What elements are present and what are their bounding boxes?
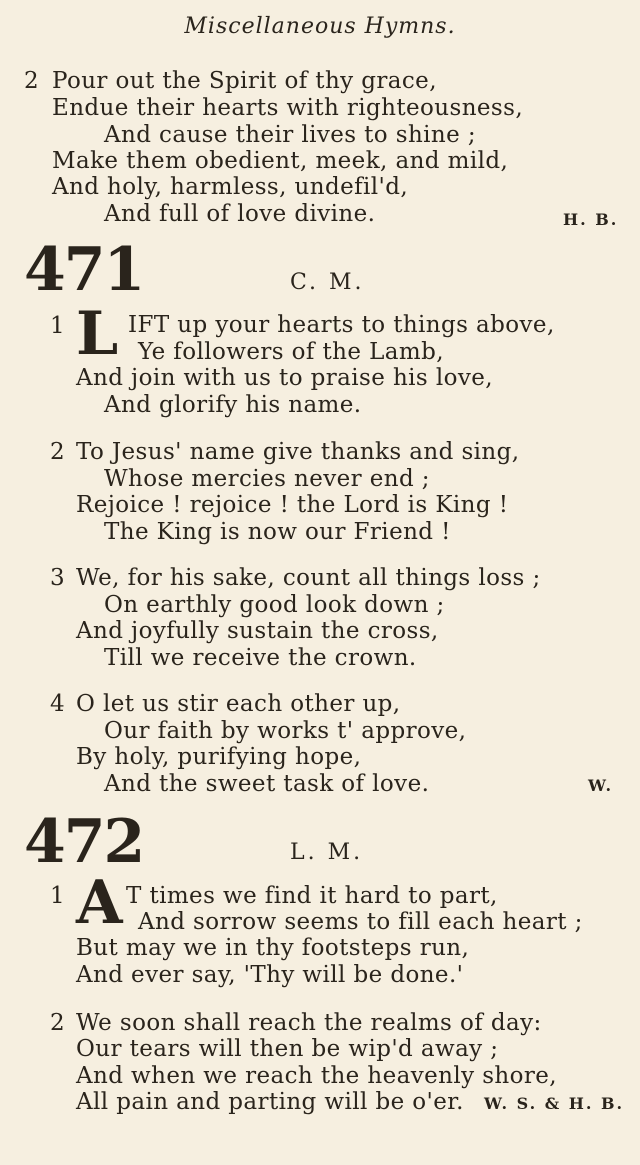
verse-line: And full of love divine. (104, 201, 376, 227)
verse-line: And holy, harmless, undefil'd, (52, 174, 409, 200)
verse-line: Our faith by works t' approve, (104, 718, 467, 744)
verse-line: We soon shall reach the realms of day: (76, 1010, 542, 1036)
hymn-number: 471 (24, 235, 144, 305)
verse-line: And join with us to praise his love, (76, 365, 493, 391)
verse-line: Till we receive the crown. (104, 645, 417, 671)
verse-line: And sorrow seems to fill each heart ; (138, 909, 583, 935)
verse-line: Endue their hearts with righteousness, (52, 95, 524, 121)
verse-line: Make them obedient, meek, and mild, (52, 148, 509, 174)
verse-line: Our tears will then be wip'd away ; (76, 1036, 499, 1062)
drop-cap: A (76, 868, 123, 938)
verse-line: Ye followers of the Lamb, (138, 339, 444, 365)
verse-line: All pain and parting will be o'er. (76, 1089, 464, 1115)
hymn-number: 472 (24, 807, 144, 877)
drop-cap: L (76, 299, 119, 369)
verse-line: And the sweet task of love. (104, 771, 430, 797)
verse-line: Rejoice ! rejoice ! the Lord is King ! (76, 492, 509, 518)
running-head: Miscellaneous Hymns. (184, 14, 456, 39)
verse-line: And ever say, 'Thy will be done.' (76, 962, 464, 988)
verse-number: 1 (50, 313, 65, 339)
verse-line: On earthly good look down ; (104, 592, 445, 618)
verse-line: T times we find it hard to part, (126, 883, 498, 909)
verse-line: By holy, purifying hope, (76, 744, 362, 770)
verse-line: IFT up your hearts to things above, (128, 312, 555, 338)
verse-line: We, for his sake, count all things loss ; (76, 565, 541, 591)
verse-number: 2 (50, 1010, 65, 1036)
verse-line: And glorify his name. (104, 392, 362, 418)
verse-number: 1 (50, 883, 65, 909)
verse-number: 4 (50, 691, 65, 717)
verse-line: And when we reach the heavenly shore, (76, 1063, 557, 1089)
verse-line: The King is now our Friend ! (104, 519, 451, 545)
verse-line: But may we in thy footsteps run, (76, 935, 470, 961)
verse-line: And cause their lives to shine ; (104, 122, 477, 148)
attribution: W. S. & H. B. (484, 1094, 625, 1113)
verse-number: 2 (50, 439, 65, 465)
hymn-meter: C. M. (290, 270, 365, 295)
verse-line: Whose mercies never end ; (104, 466, 430, 492)
verse-line: Pour out the Spirit of thy grace, (52, 68, 437, 94)
verse-line: To Jesus' name give thanks and sing, (76, 439, 520, 465)
attribution: W. (588, 776, 614, 795)
verse-number: 2 (24, 68, 39, 94)
verse-line: And joyfully sustain the cross, (76, 618, 439, 644)
verse-number: 3 (50, 565, 65, 591)
verse-line: O let us stir each other up, (76, 691, 401, 717)
attribution: H. B. (563, 210, 619, 229)
hymn-meter: L. M. (290, 840, 364, 865)
